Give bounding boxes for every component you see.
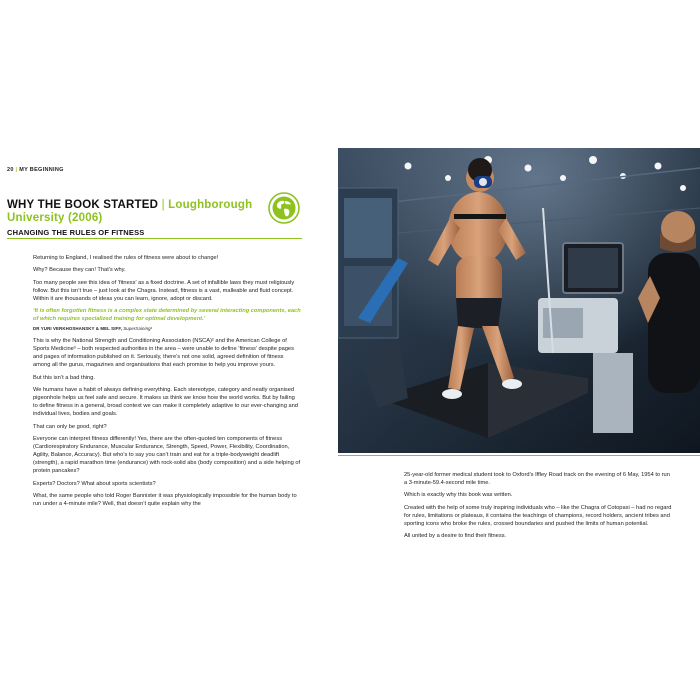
paragraph: Experts? Doctors? What about sports scientists? <box>33 480 156 487</box>
title-main: WHY THE BOOK STARTED <box>7 199 159 211</box>
right-page <box>350 0 700 700</box>
page-number: 20 <box>7 167 14 173</box>
paragraph: Returning to England, I realised the rules of fitness were about to change! <box>33 255 219 261</box>
quote-author: DR YURI VERKHOSHANSKY & MEL SIFF, <box>33 325 122 331</box>
left-body-text <box>33 254 301 513</box>
chapter-title <box>7 199 262 225</box>
heading-divider <box>7 238 302 239</box>
right-body-text <box>404 471 672 545</box>
globe-icon <box>268 192 300 224</box>
paragraph: This is why the National Strength and Conditioning Association (NSCA)² and the American College of Sports Medicine³ – both respected authorities in the area – were unable to define ‘fitness’ despite pages and pages of information published on it. Seriously, there’s not one solid, agreed definition of fitness among all the gurus, magazines and organisations that each promise to help you improve yours. <box>33 337 294 369</box>
paragraph: Too many people see this idea of ‘fitness’ as a fixed doctrine. A set of infallible laws they must religiously follow. But this isn’t true – just look at the Chagra. Instead, fitness is a vast, malleable and fluid concept. Within it are thousands of ideas you can learn, ignore, adopt or discard. <box>33 279 295 302</box>
paragraph: 25-year-old former medical student took to Oxford’s Iffley Road track on the evening of 6 May, 1954 to run a 3-minute-59.4-second mile time. <box>404 472 670 487</box>
paragraph: That can only be good, right? <box>33 423 107 430</box>
paragraph: Everyone can interpret fitness differently! Yes, there are the often-quoted ten components of fitness (Cardiorespiratory Endurance, Muscular Endurance, Strength, Speed, Power, Flexibility, Coordination, Agility, Balance, Accuracy). But who’s to say you can’t train and eat for a triple-bodyweight deadlift (strength), a rapid marathon time (endurance) with rock-solid abs (body composition) and a side helping of protein pancakes? <box>33 436 301 475</box>
paragraph: We humans have a habit of always defining everything. Each stereotype, category and neatly organised pigeonhole helps us feel safe and secure. It makes us think we know how the world works. But by failing to define fitness in a general, broad context we can make it completely adaptive to our ever-changing and individual lives, bodies and goals. <box>33 387 298 418</box>
paragraph: What, the same people who told Roger Bannister it was physiologically impossible for the human body to run under a 4-minute mile? Well, that doesn’t quite explain why the <box>33 493 297 508</box>
quote-attribution <box>33 325 301 333</box>
paragraph: Why? Because they can! That’s why. <box>33 267 126 274</box>
section-name: MY BEGINNING <box>19 167 64 173</box>
pull-quote: ‘It is often forgotten fitness is a complex state determined by several interacting components, each of which requires specialized training for optimal development.’ <box>33 308 301 323</box>
quote-source: Supertraining¹ <box>123 325 153 331</box>
page-folio <box>7 167 64 173</box>
folio-separator: | <box>15 167 18 173</box>
title-separator: | <box>161 199 165 211</box>
section-subtitle: CHANGING THE RULES OF FITNESS <box>7 228 145 237</box>
paragraph: Which is exactly why this book was written. <box>404 492 513 499</box>
paragraph: All united by a desire to find their fitness. <box>404 533 507 540</box>
title-location: Loughborough University (2006) <box>7 199 253 224</box>
paragraph: But this isn’t a bad thing. <box>33 374 95 381</box>
paragraph: Created with the help of some truly inspiring individuals who – like the Chagra of Cotopaxi – had no regard for rules, limitations or plateaus, it contains the teachings of champions, record holders, ancient tribes and sporting icons who broke the rules, crossed boundaries and pushed the limits of human potential. <box>404 504 672 528</box>
